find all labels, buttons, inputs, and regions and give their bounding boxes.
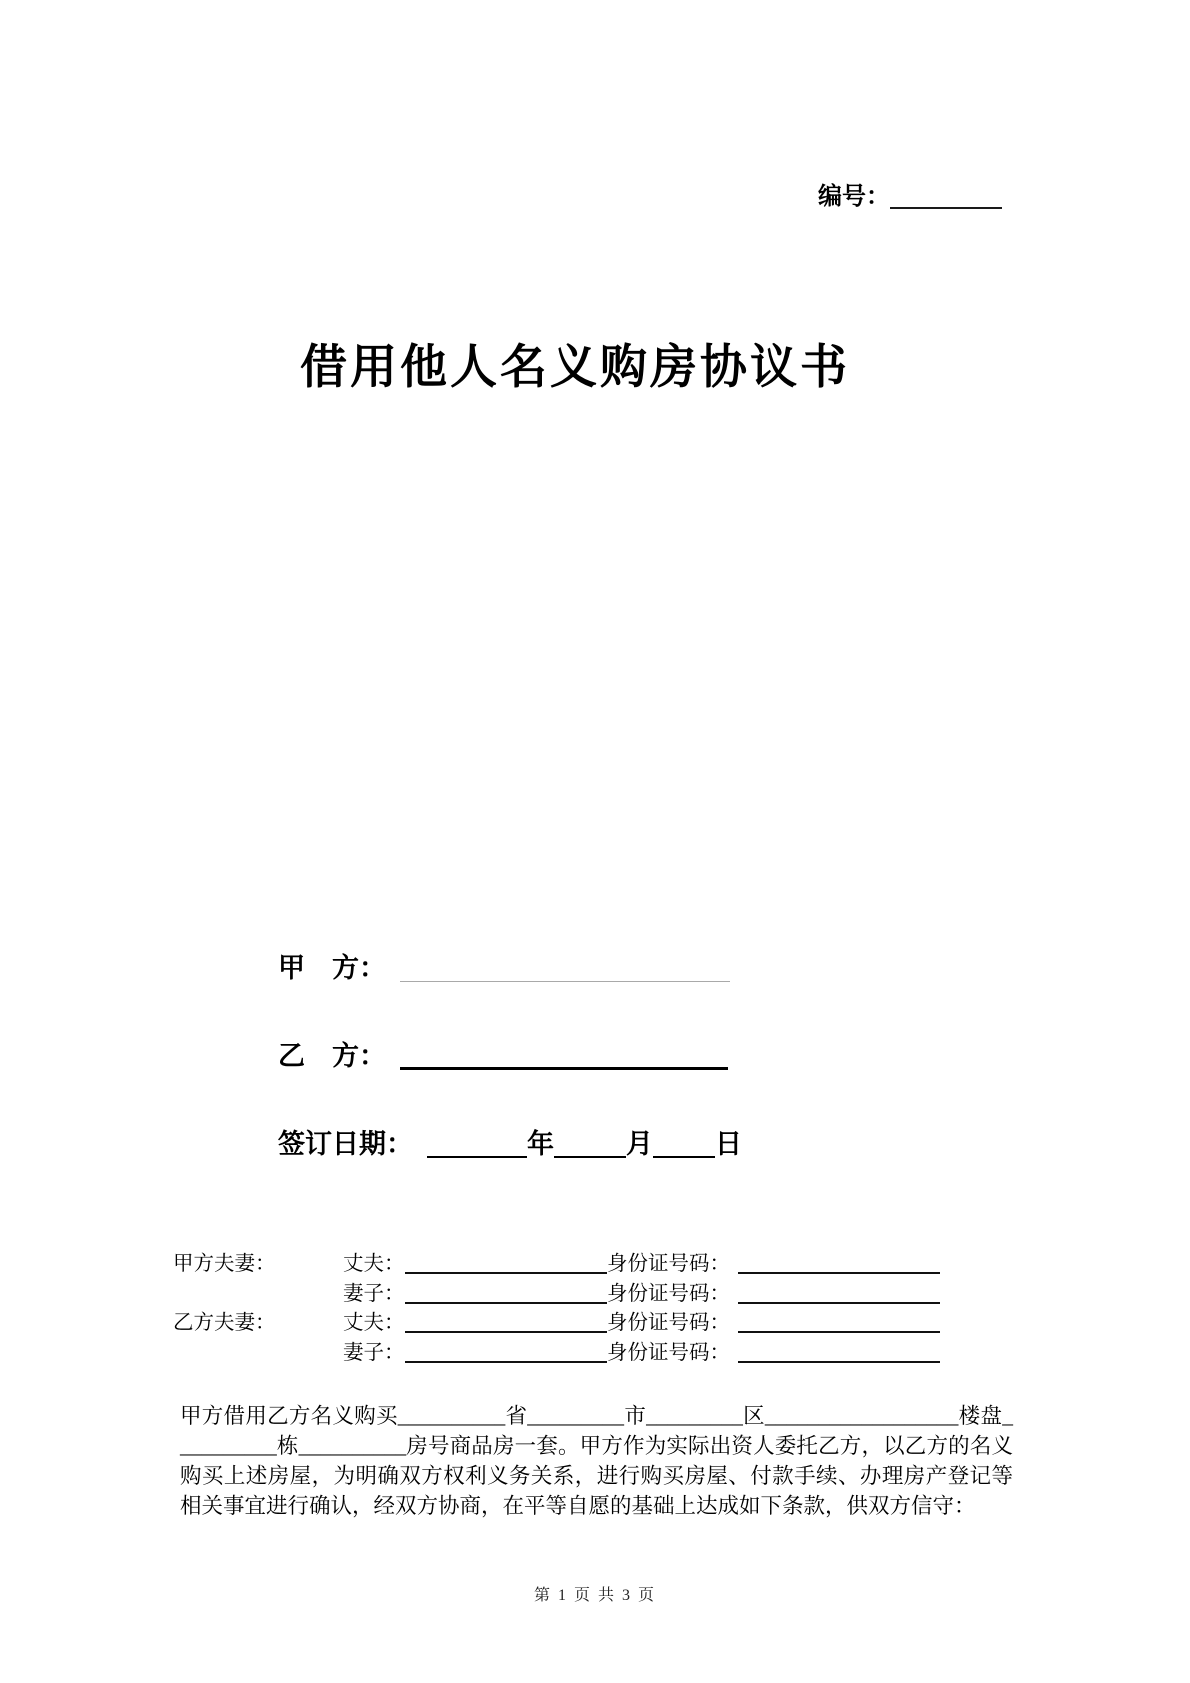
doc-number-row [818,176,1002,211]
name-blank-line [405,1272,607,1274]
table-row [173,1339,940,1369]
id-number-label: 身份证号码： [607,1253,730,1275]
year-label: 年 [527,1129,554,1159]
table-row [173,1280,940,1310]
couple-group-label: 乙方夫妻： [173,1312,276,1335]
id-blank-line [738,1302,940,1304]
id-number-label: 身份证号码： [607,1282,730,1305]
couple-role-label: 丈夫： [343,1312,405,1335]
month-blank-line [554,1156,626,1158]
sign-date-label: 签订日期： [278,1129,413,1159]
doc-number-blank-line [890,207,1002,209]
couple-role-label: 妻子： [343,1341,405,1364]
party-a-row [278,946,730,985]
party-b-row [278,1034,728,1073]
name-blank-line [405,1302,607,1304]
page-number-footer: 第 1 页 共 3 页 [533,1587,656,1604]
month-label: 月 [626,1129,653,1159]
table-row [173,1250,940,1280]
id-blank-line [738,1361,940,1363]
sign-date-row [278,1122,742,1161]
day-label: 日 [715,1129,742,1159]
couple-role-label: 妻子： [343,1282,405,1305]
party-a-blank-line [400,981,730,982]
year-blank-line [427,1156,527,1158]
party-b-blank-line [400,1067,728,1070]
id-blank-line [738,1272,940,1274]
id-blank-line [738,1331,940,1333]
doc-number-label: 编号： [818,184,890,210]
couple-role-label: 丈夫： [343,1253,405,1275]
id-number-label: 身份证号码： [607,1312,730,1335]
party-a-label: 甲 方： [278,953,386,983]
name-blank-line [405,1331,607,1333]
day-blank-line [653,1156,715,1158]
id-number-label: 身份证号码： [607,1341,730,1364]
party-b-label: 乙 方： [278,1041,386,1071]
couple-group-label: 甲方夫妻： [173,1253,276,1275]
name-blank-line [405,1361,607,1363]
page-title: 借用他人名义购房协议书 [300,342,850,394]
table-row [173,1309,940,1339]
couples-table [173,1250,940,1368]
intro-paragraph: 甲方借用乙方名义购买__________省_________市_________区__________________楼盘__________栋__________房号商品房一套。甲方作为实际出资人委托乙方，以乙方的名义购买上述房屋，为明确双方权利义务关系，进行购买房屋、付款手续、办理房产登记等相关事宜进行确认，经双方协商，在平等自愿的基础上达成如下条款，供双方信守： [180,1404,1013,1518]
